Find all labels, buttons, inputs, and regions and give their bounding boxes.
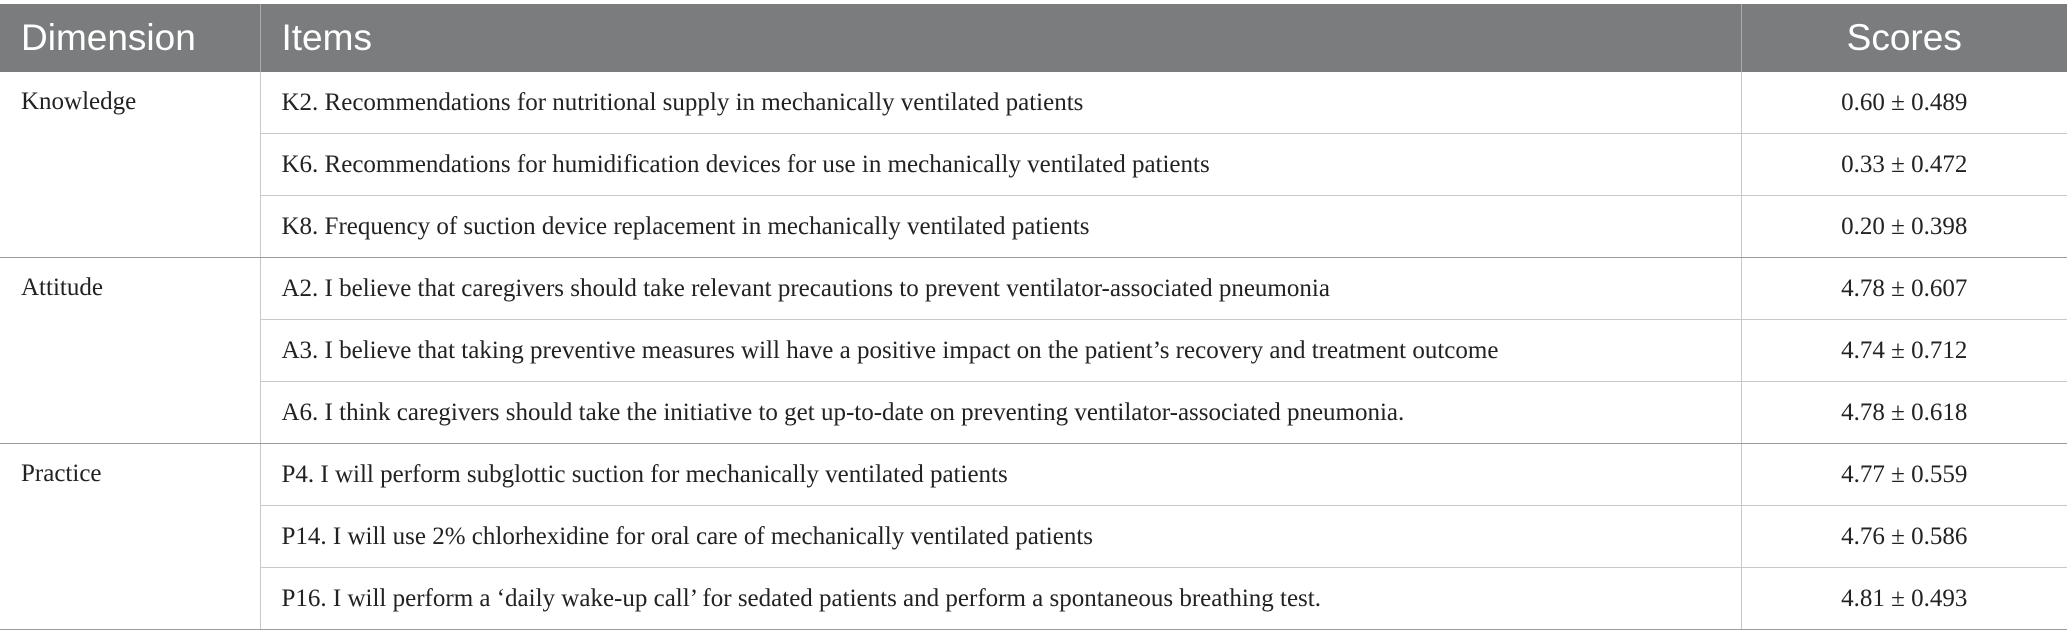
table-row	[0, 444, 2067, 506]
item-cell: K8. Frequency of suction device replacement in mechanically ventilated patients	[260, 196, 1741, 258]
header-items: Items	[260, 4, 1741, 72]
header-row	[0, 4, 2067, 72]
score-cell: 4.81 ± 0.493	[1741, 568, 2067, 630]
table-row	[0, 72, 2067, 134]
table-row	[0, 568, 2067, 630]
table-row	[0, 196, 2067, 258]
score-cell: 4.77 ± 0.559	[1741, 444, 2067, 506]
table-row	[0, 320, 2067, 382]
item-cell: A2. I believe that caregivers should take relevant precautions to prevent ventilator-associated pneumonia	[260, 258, 1741, 320]
item-cell: P4. I will perform subglottic suction for mechanically ventilated patients	[260, 444, 1741, 506]
table-row	[0, 506, 2067, 568]
kap-items-table	[0, 4, 2067, 630]
score-cell: 4.76 ± 0.586	[1741, 506, 2067, 568]
item-cell: A3. I believe that taking preventive measures will have a positive impact on the patient’s recovery and treatment outcome	[260, 320, 1741, 382]
table-row	[0, 134, 2067, 196]
score-cell: 4.78 ± 0.607	[1741, 258, 2067, 320]
item-cell: K2. Recommendations for nutritional supply in mechanically ventilated patients	[260, 72, 1741, 134]
score-cell: 4.74 ± 0.712	[1741, 320, 2067, 382]
dimension-cell-practice: Practice	[0, 444, 260, 630]
header-dimension: Dimension	[0, 4, 260, 72]
item-cell: P14. I will use 2% chlorhexidine for oral care of mechanically ventilated patients	[260, 506, 1741, 568]
table-body	[0, 72, 2067, 630]
table-row	[0, 382, 2067, 444]
score-cell: 4.78 ± 0.618	[1741, 382, 2067, 444]
item-cell: A6. I think caregivers should take the initiative to get up-to-date on preventing ventilator-associated pneumonia.	[260, 382, 1741, 444]
score-cell: 0.60 ± 0.489	[1741, 72, 2067, 134]
table-header	[0, 4, 2067, 72]
dimension-cell-attitude: Attitude	[0, 258, 260, 444]
header-scores: Scores	[1741, 4, 2067, 72]
dimension-cell-knowledge: Knowledge	[0, 72, 260, 258]
item-cell: P16. I will perform a ‘daily wake-up call’ for sedated patients and perform a spontaneous breathing test.	[260, 568, 1741, 630]
score-cell: 0.33 ± 0.472	[1741, 134, 2067, 196]
table-row	[0, 258, 2067, 320]
score-cell: 0.20 ± 0.398	[1741, 196, 2067, 258]
item-cell: K6. Recommendations for humidification devices for use in mechanically ventilated patients	[260, 134, 1741, 196]
